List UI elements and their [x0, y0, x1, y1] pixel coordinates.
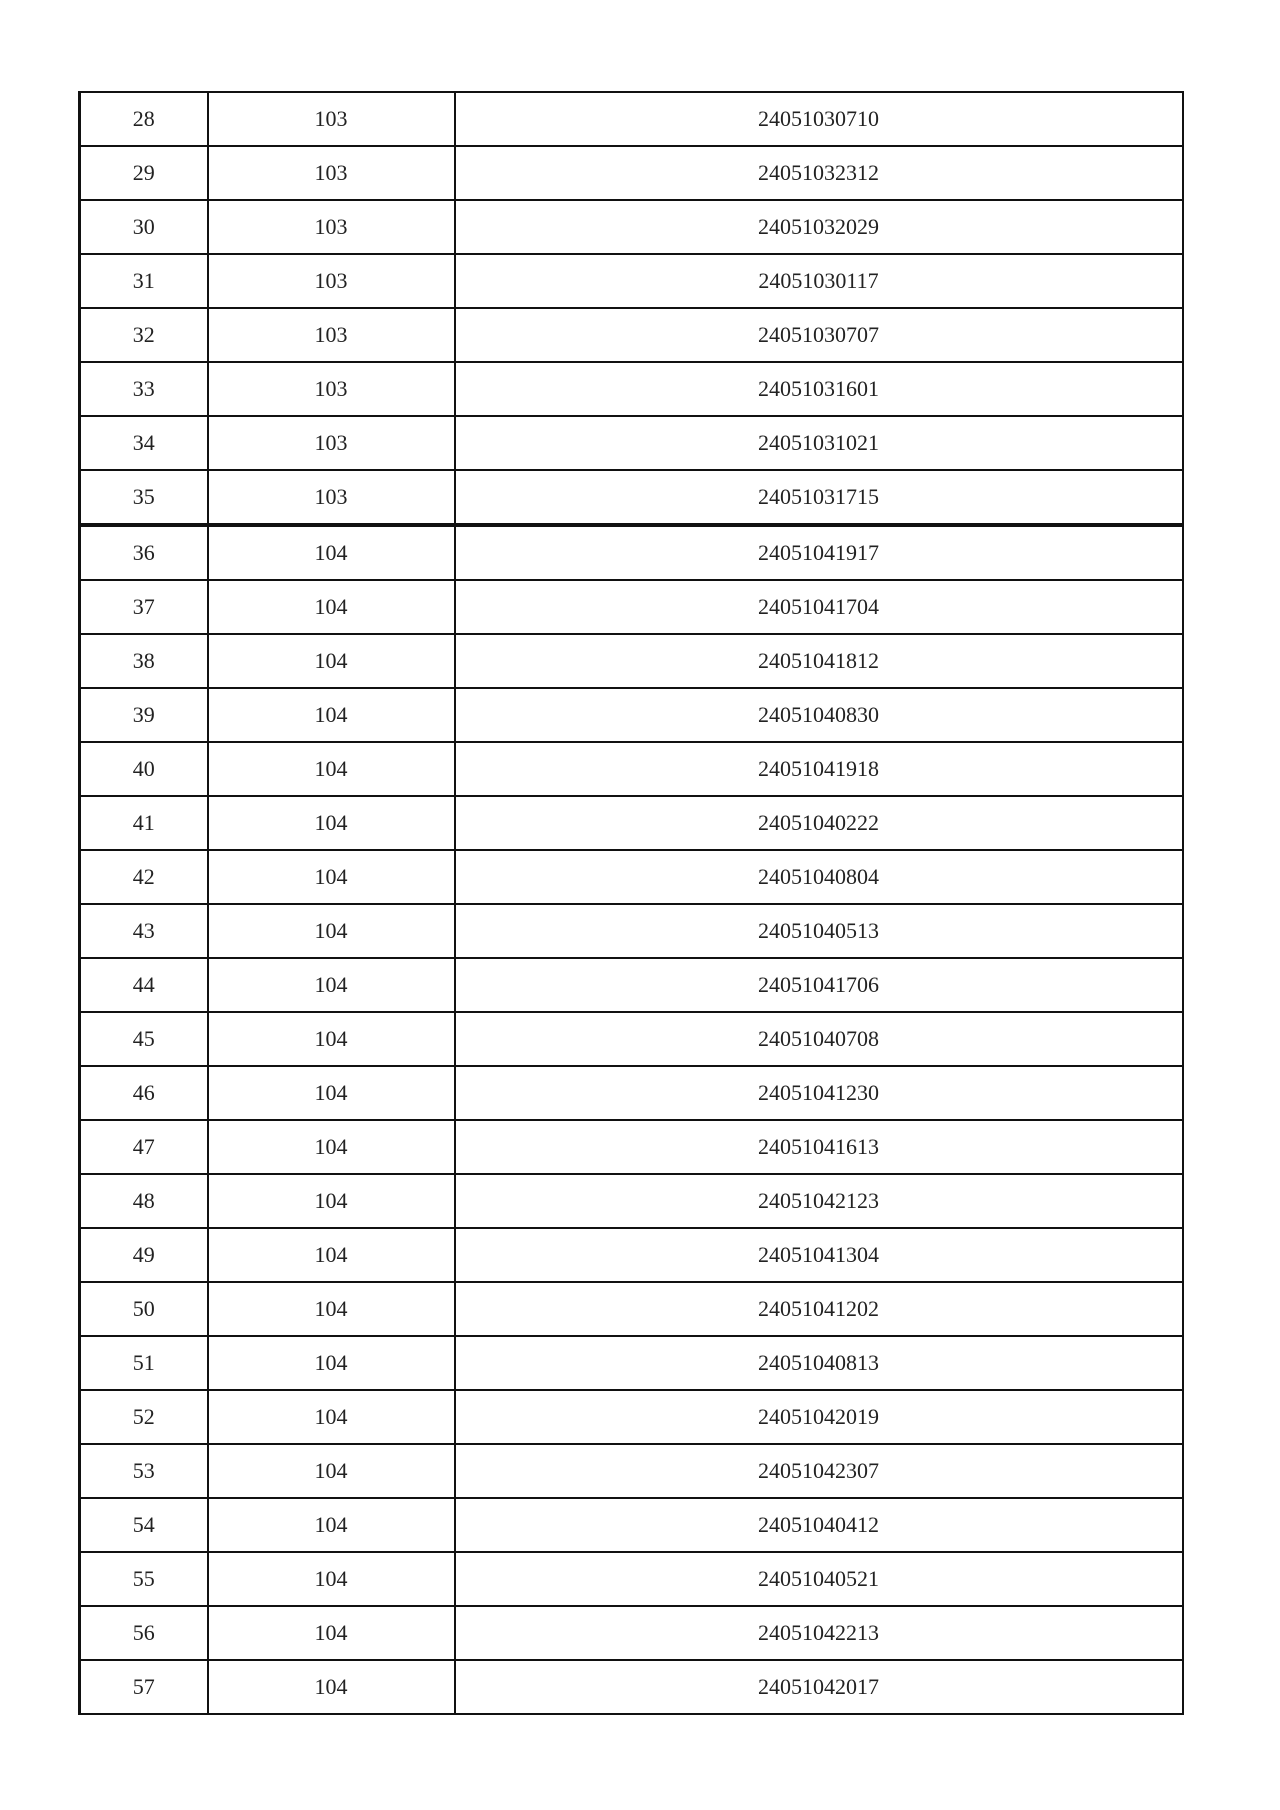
group-code-cell: 104: [208, 1282, 455, 1336]
id-number-cell: 24051041706: [455, 958, 1183, 1012]
id-number-cell: 24051040513: [455, 904, 1183, 958]
id-number-cell: 24051040412: [455, 1498, 1183, 1552]
row-number-cell: 45: [80, 1012, 208, 1066]
row-number-cell: 40: [80, 742, 208, 796]
id-number-cell: 24051042123: [455, 1174, 1183, 1228]
id-number-cell: 24051042019: [455, 1390, 1183, 1444]
id-number-cell: 24051042307: [455, 1444, 1183, 1498]
row-number-cell: 41: [80, 796, 208, 850]
table-row: [80, 742, 1183, 796]
row-number-cell: 36: [80, 525, 208, 580]
row-number-cell: 54: [80, 1498, 208, 1552]
table-row: [80, 1390, 1183, 1444]
group-code-cell: 103: [208, 470, 455, 525]
row-number-cell: 57: [80, 1660, 208, 1714]
id-number-cell: 24051042213: [455, 1606, 1183, 1660]
table-row: [80, 1066, 1183, 1120]
id-number-cell: 24051032029: [455, 200, 1183, 254]
group-code-cell: 103: [208, 146, 455, 200]
table-row: [80, 146, 1183, 200]
row-number-cell: 39: [80, 688, 208, 742]
group-code-cell: 103: [208, 308, 455, 362]
group-code-cell: 104: [208, 1390, 455, 1444]
group-code-cell: 104: [208, 1174, 455, 1228]
group-code-cell: 103: [208, 254, 455, 308]
id-number-cell: 24051040813: [455, 1336, 1183, 1390]
row-number-cell: 43: [80, 904, 208, 958]
id-number-cell: 24051030710: [455, 92, 1183, 146]
results-table: [78, 91, 1184, 1715]
id-number-cell: 24051041917: [455, 525, 1183, 580]
id-number-cell: 24051030117: [455, 254, 1183, 308]
row-number-cell: 49: [80, 1228, 208, 1282]
id-number-cell: 24051031601: [455, 362, 1183, 416]
table-row: [80, 580, 1183, 634]
group-code-cell: 104: [208, 904, 455, 958]
table-row: [80, 470, 1183, 525]
row-number-cell: 30: [80, 200, 208, 254]
id-number-cell: 24051041918: [455, 742, 1183, 796]
row-number-cell: 33: [80, 362, 208, 416]
id-number-cell: 24051040804: [455, 850, 1183, 904]
group-code-cell: 104: [208, 1444, 455, 1498]
row-number-cell: 51: [80, 1336, 208, 1390]
row-number-cell: 46: [80, 1066, 208, 1120]
group-code-cell: 103: [208, 92, 455, 146]
table-row: [80, 200, 1183, 254]
row-number-cell: 35: [80, 470, 208, 525]
group-code-cell: 104: [208, 1660, 455, 1714]
row-number-cell: 37: [80, 580, 208, 634]
row-number-cell: 48: [80, 1174, 208, 1228]
id-number-cell: 24051040521: [455, 1552, 1183, 1606]
id-number-cell: 24051041704: [455, 580, 1183, 634]
table-row: [80, 416, 1183, 470]
group-code-cell: 104: [208, 688, 455, 742]
row-number-cell: 53: [80, 1444, 208, 1498]
id-number-cell: 24051031715: [455, 470, 1183, 525]
group-code-cell: 104: [208, 1228, 455, 1282]
row-number-cell: 38: [80, 634, 208, 688]
id-number-cell: 24051042017: [455, 1660, 1183, 1714]
group-code-cell: 103: [208, 200, 455, 254]
id-number-cell: 24051040708: [455, 1012, 1183, 1066]
group-code-cell: 104: [208, 1552, 455, 1606]
id-number-cell: 24051041613: [455, 1120, 1183, 1174]
id-number-cell: 24051041230: [455, 1066, 1183, 1120]
group-code-cell: 104: [208, 1120, 455, 1174]
table-row: [80, 1660, 1183, 1714]
table-row: [80, 1012, 1183, 1066]
group-code-cell: 104: [208, 1066, 455, 1120]
row-number-cell: 29: [80, 146, 208, 200]
table-row: [80, 1282, 1183, 1336]
group-code-cell: 103: [208, 416, 455, 470]
table-row: [80, 92, 1183, 146]
id-number-cell: 24051040222: [455, 796, 1183, 850]
table-row: [80, 1336, 1183, 1390]
row-number-cell: 28: [80, 92, 208, 146]
group-code-cell: 104: [208, 525, 455, 580]
row-number-cell: 47: [80, 1120, 208, 1174]
row-number-cell: 52: [80, 1390, 208, 1444]
group-code-cell: 103: [208, 362, 455, 416]
table-row: [80, 1174, 1183, 1228]
id-number-cell: 24051032312: [455, 146, 1183, 200]
table-row: [80, 308, 1183, 362]
group-code-cell: 104: [208, 1498, 455, 1552]
table-row: [80, 796, 1183, 850]
id-number-cell: 24051030707: [455, 308, 1183, 362]
group-code-cell: 104: [208, 958, 455, 1012]
row-number-cell: 44: [80, 958, 208, 1012]
row-number-cell: 34: [80, 416, 208, 470]
row-number-cell: 56: [80, 1606, 208, 1660]
table-row: [80, 362, 1183, 416]
group-code-cell: 104: [208, 580, 455, 634]
table-row: [80, 850, 1183, 904]
row-number-cell: 42: [80, 850, 208, 904]
group-code-cell: 104: [208, 1012, 455, 1066]
row-number-cell: 32: [80, 308, 208, 362]
row-number-cell: 50: [80, 1282, 208, 1336]
table-row: [80, 688, 1183, 742]
table-row: [80, 1444, 1183, 1498]
group-code-cell: 104: [208, 1606, 455, 1660]
table-row: [80, 1606, 1183, 1660]
id-number-cell: 24051041304: [455, 1228, 1183, 1282]
row-number-cell: 55: [80, 1552, 208, 1606]
table-row: [80, 254, 1183, 308]
id-number-cell: 24051031021: [455, 416, 1183, 470]
group-code-cell: 104: [208, 796, 455, 850]
row-number-cell: 31: [80, 254, 208, 308]
table-body: [80, 92, 1183, 1714]
id-number-cell: 24051041812: [455, 634, 1183, 688]
group-code-cell: 104: [208, 742, 455, 796]
table-row: [80, 1228, 1183, 1282]
group-code-cell: 104: [208, 1336, 455, 1390]
table-row: [80, 1552, 1183, 1606]
id-number-cell: 24051041202: [455, 1282, 1183, 1336]
group-code-cell: 104: [208, 850, 455, 904]
table-row: [80, 904, 1183, 958]
table-row: [80, 634, 1183, 688]
table-row: [80, 958, 1183, 1012]
table-row: [80, 1120, 1183, 1174]
group-code-cell: 104: [208, 634, 455, 688]
table-row: [80, 1498, 1183, 1552]
id-number-cell: 24051040830: [455, 688, 1183, 742]
table-row: [80, 525, 1183, 580]
